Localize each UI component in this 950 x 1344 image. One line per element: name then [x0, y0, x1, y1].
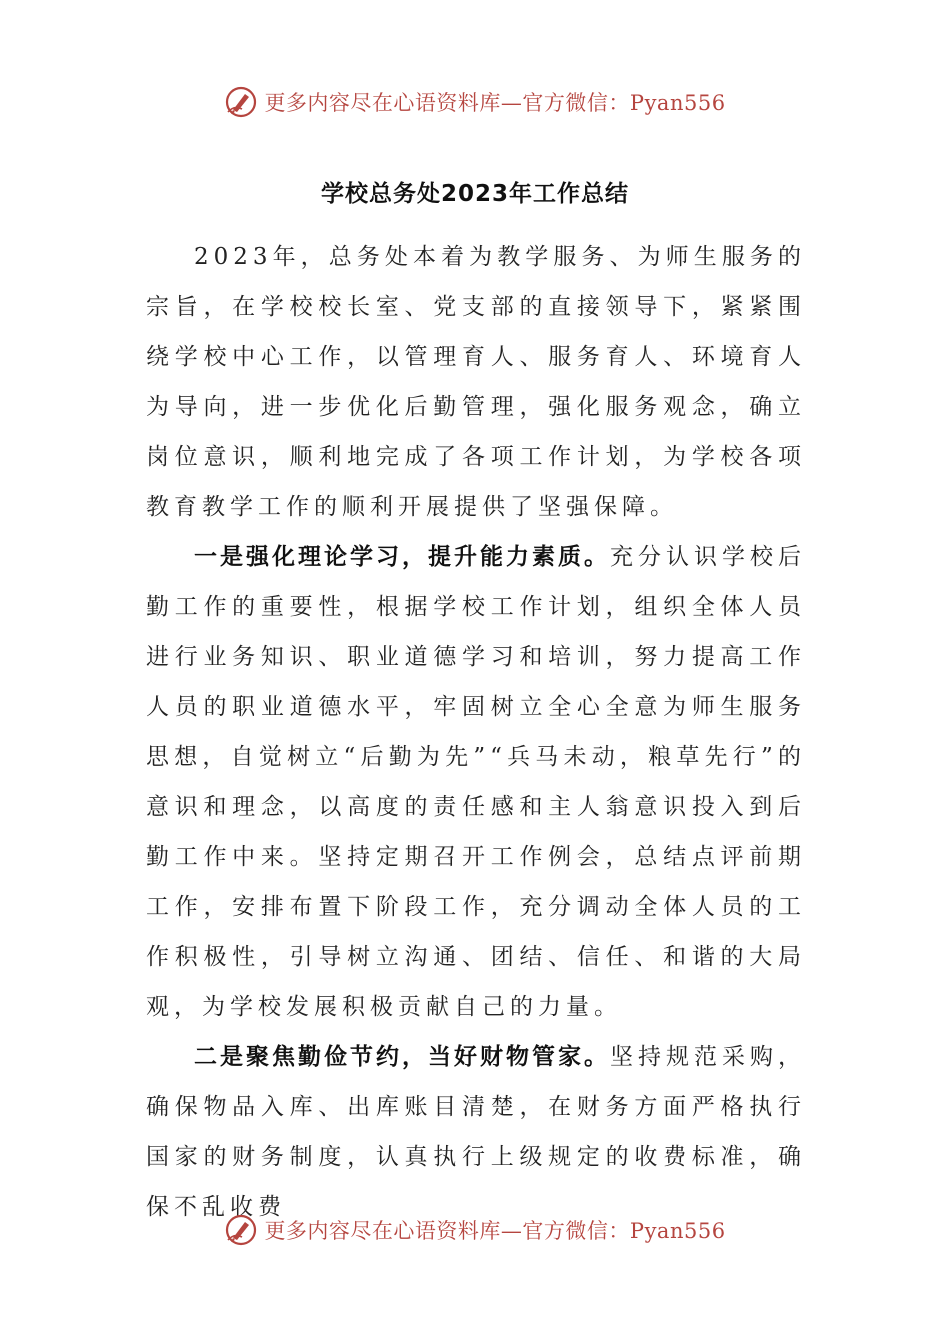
paragraph-section-two: [146, 1032, 806, 1232]
section-heading: 二是聚焦勤俭节约，当好财物管家。: [194, 1044, 610, 1070]
paragraph-text: 2023年，总务处本着为教学服务、为师生服务的宗旨，在学校校长室、党支部的直接领导下，紧紧围绕学校中心工作，以管理育人、服务育人、环境育人为导向，进一步优化后勤管理，强化服务观念，确立岗位意识，顺利地完成了各项工作计划，为学校各项教育教学工作的顺利开展提供了坚强保障。: [146, 244, 806, 520]
document-body: [146, 232, 806, 1232]
watermark-banner-top: [0, 82, 950, 122]
watermark-text: 更多内容尽在心语资料库—官方微信：Pyan556: [264, 91, 726, 115]
paragraph-text: 坚持规范采购，确保物品入库、出库账目清楚，在财务方面严格执行国家的财务制度，认真执行上级规定的收费标准，确保不乱收费: [146, 1044, 806, 1220]
paragraph-text: 充分认识学校后勤工作的重要性，根据学校工作计划，组织全体人员进行业务知识、职业道德学习和培训，努力提高工作人员的职业道德水平，牢固树立全心全意为师生服务思想，自觉树立“后勤为先”“兵马未动，粮草先行”的意识和理念，以高度的责任感和主人翁意识投入到后勤工作中来。坚持定期召开工作例会，总结点评前期工作，安排布置下阶段工作，充分调动全体人员的工作积极性，引导树立沟通、团结、信任、和谐的大局观，为学校发展积极贡献自己的力量。: [146, 544, 806, 1020]
paragraph-section-one: [146, 532, 806, 1032]
section-heading: 一是强化理论学习，提升能力素质。: [194, 544, 610, 570]
watermark-text: 更多内容尽在心语资料库—官方微信：Pyan556: [264, 1219, 726, 1243]
watermark-banner-bottom: [0, 1210, 950, 1250]
quill-logo-icon: [224, 1213, 258, 1247]
paragraph-intro: [146, 232, 806, 532]
document-title: 学校总务处2023年工作总结: [320, 181, 629, 207]
quill-logo-icon: [224, 85, 258, 119]
